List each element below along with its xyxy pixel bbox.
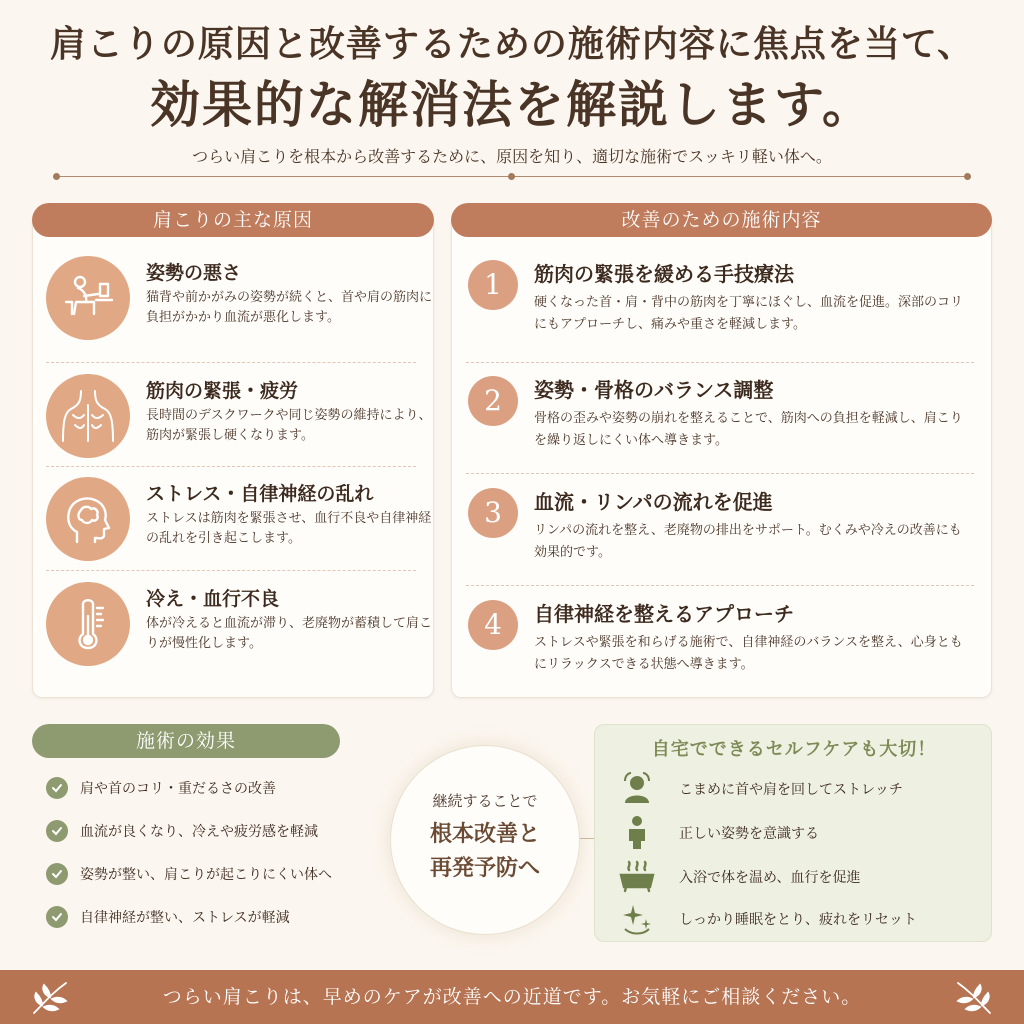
divider-dot	[964, 173, 971, 180]
effect-text: 姿勢が整い、肩こりが起こりにくい体へ	[80, 867, 332, 883]
effect-item	[46, 818, 318, 844]
center-message	[390, 745, 580, 935]
cause-desc: 長時間のデスクワークや同じ姿勢の維持により、筋肉が緊張し硬くなります。	[146, 408, 432, 443]
effects-heading: 施術の効果	[32, 724, 340, 758]
check-icon	[46, 777, 68, 799]
selfcare-text: 入浴で体を温め、血行を促進	[679, 870, 861, 886]
selfcare-text: こまめに首や肩を回してストレッチ	[679, 782, 903, 798]
divider	[466, 362, 974, 363]
treatment-number: 4	[468, 600, 518, 650]
treatment-number: 2	[468, 376, 518, 426]
selfcare-item	[617, 859, 977, 893]
cause-title: 姿勢の悪さ	[146, 262, 242, 284]
page-title-line1: 肩こりの原因と改善するための施術内容に焦点を当て、	[49, 23, 975, 65]
posture-person-icon	[617, 815, 657, 849]
selfcare-text: しっかり睡眠をとり、疲れをリセット	[679, 912, 917, 928]
cause-desc: 猫背や前かがみの姿勢が続くと、首や肩の筋肉に負担がかかり血流が悪化します。	[146, 290, 433, 325]
effect-text: 自律神経が整い、ストレスが軽減	[80, 910, 290, 926]
treatments-heading: 改善のための施術内容	[451, 203, 992, 237]
divider	[466, 585, 974, 586]
check-icon	[46, 820, 68, 842]
treatment-desc: 骨格の歪みや姿勢の崩れを整えることで、筋肉への負担を軽減し、肩こりを繰り返しにくい体へ導きます。	[534, 411, 963, 448]
footer-text: つらい肩こりは、早めのケアが改善への近道です。お気軽にご相談ください。	[162, 986, 862, 1008]
shoulder-muscle-icon	[46, 374, 130, 458]
treatment-number: 1	[468, 260, 518, 310]
cause-title: ストレス・自律神経の乱れ	[146, 483, 374, 505]
header	[0, 18, 1024, 167]
neck-stretch-icon	[617, 771, 657, 805]
effect-item	[46, 904, 290, 930]
effect-text: 肩や首のコリ・重だるさの改善	[80, 781, 276, 797]
head-brain-icon	[46, 477, 130, 561]
footer-banner	[0, 970, 1024, 1024]
effect-item	[46, 861, 332, 887]
divider	[46, 570, 416, 571]
cause-desc: 体が冷えると血流が滞り、老廃物が蓄積して肩こりが慢性化します。	[146, 616, 433, 651]
treatment-desc: 硬くなった首・肩・背中の筋肉を丁寧にほぐし、血流を促進。深部のコリにもアプローチし、痛みや重さを軽減します。	[534, 295, 964, 332]
sleep-sparkle-icon	[617, 901, 657, 935]
selfcare-item	[617, 815, 977, 849]
treatment-title: 筋肉の緊張を緩める手技療法	[534, 262, 794, 286]
center-line1: 根本改善と	[429, 821, 540, 847]
header-divider	[56, 176, 968, 177]
treatment-title: 血流・リンパの流れを促進	[534, 490, 773, 514]
divider	[46, 362, 416, 363]
divider-dot	[508, 173, 515, 180]
selfcare-panel	[594, 724, 992, 942]
check-icon	[46, 863, 68, 885]
bathtub-icon	[617, 859, 657, 893]
center-line2: 再発予防へ	[429, 855, 540, 881]
effect-text: 血流が良くなり、冷えや疲労感を軽減	[80, 824, 318, 840]
divider-dot	[53, 173, 60, 180]
center-small-text: 継続することで	[432, 792, 538, 810]
page-title-line2: 効果的な解消法を解説します。	[150, 75, 874, 134]
leaf-sprig-icon	[952, 977, 996, 1017]
effect-item	[46, 775, 276, 801]
check-icon	[46, 906, 68, 928]
divider	[466, 473, 974, 474]
thermometer-icon	[46, 582, 130, 666]
cause-title: 冷え・血行不良	[146, 588, 280, 610]
causes-heading: 肩こりの主な原因	[32, 203, 434, 237]
treatment-desc: リンパの流れを整え、老廃物の排出をサポート。むくみや冷えの改善にも効果的です。	[534, 523, 962, 560]
cause-title: 筋肉の緊張・疲労	[146, 380, 299, 402]
divider	[46, 466, 416, 467]
selfcare-item	[617, 901, 977, 935]
selfcare-heading: 自宅でできるセルフケアも大切！	[651, 739, 937, 760]
treatment-desc: ストレスや緊張を和らげる施術で、自律神経のバランスを整え、心身ともにリラックスできる状態へ導きます。	[534, 635, 963, 672]
cause-desc: ストレスは筋肉を緊張させ、血行不良や自律神経の乱れを引き起こします。	[146, 511, 432, 546]
selfcare-item	[617, 771, 977, 805]
selfcare-text: 正しい姿勢を意識する	[679, 826, 819, 842]
page-subtitle: つらい肩こりを根本から改善するために、原因を知り、適切な施術でスッキリ軽い体へ。	[192, 147, 832, 166]
treatment-title: 姿勢・骨格のバランス調整	[534, 378, 774, 402]
treatment-title: 自律神経を整えるアプローチ	[534, 602, 794, 626]
treatment-number: 3	[468, 488, 518, 538]
desk-posture-icon	[46, 256, 130, 340]
